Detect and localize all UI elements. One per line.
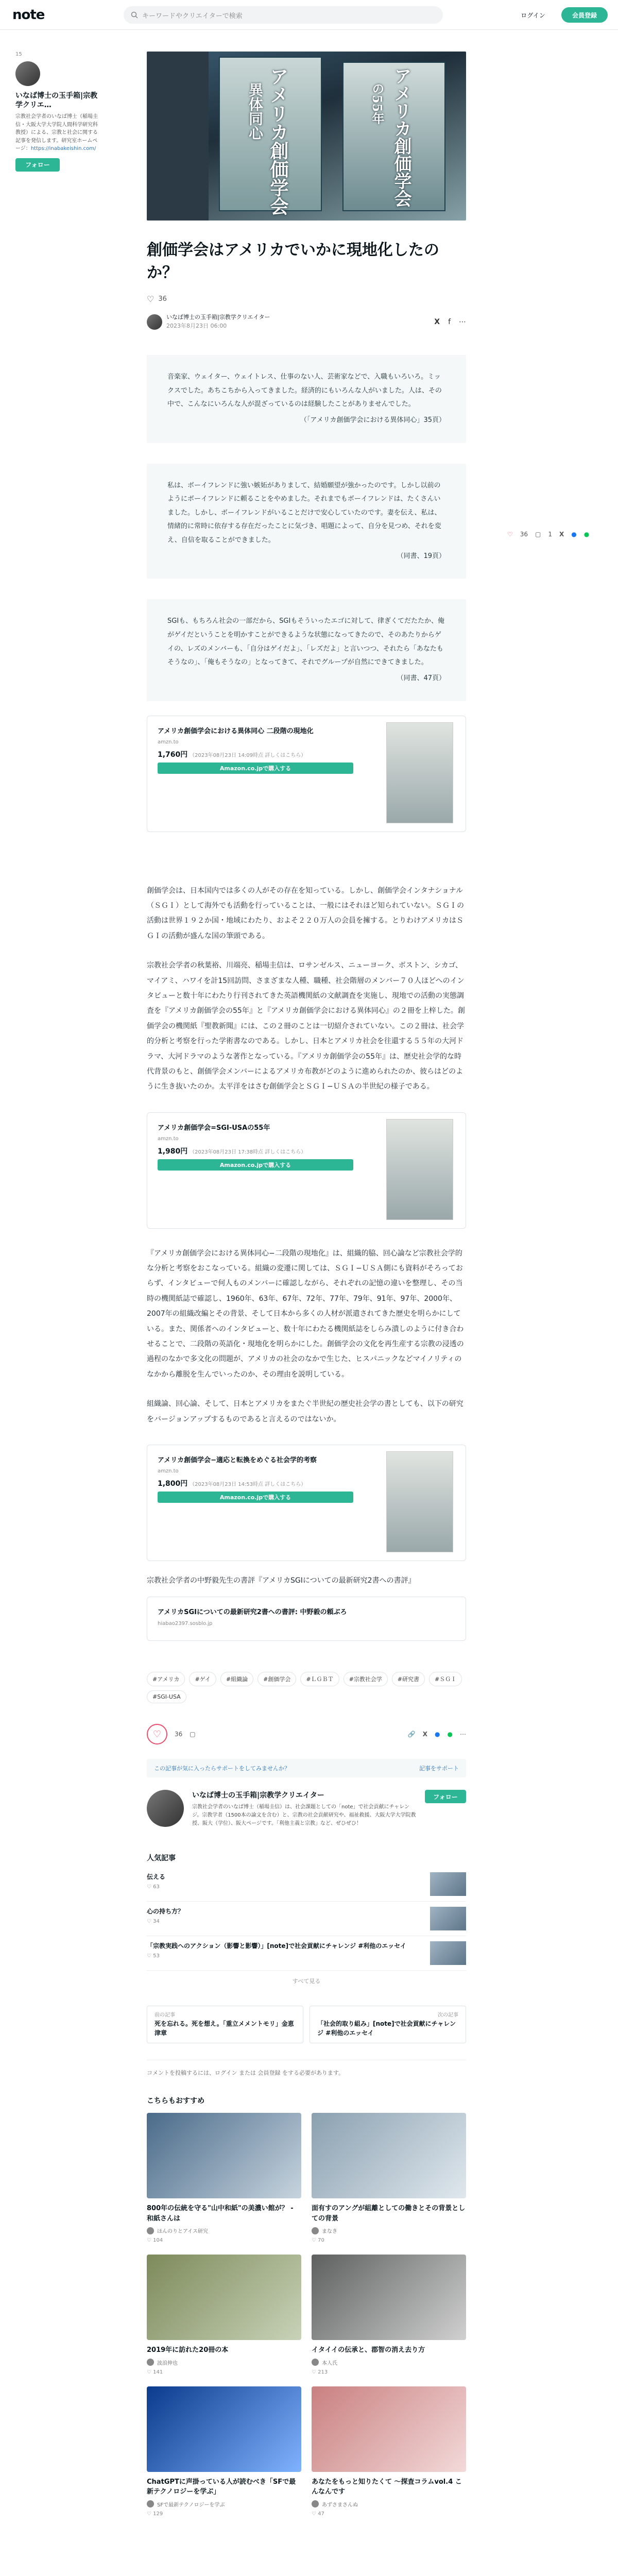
note-logo[interactable]: note [12,7,45,23]
profile-name[interactable]: いなば博士の玉手箱|宗教学クリエイター [192,1791,324,1800]
card-2-domain: amzn.to [158,1136,179,1142]
quote-1-source: （「アメリカ創価学会における異体同心」35頁） [300,416,445,424]
popular-item-likes: ♡ 63 [147,1884,160,1890]
recommend-title: こちらもおすすめ [147,2097,205,2106]
facebook-share-icon[interactable]: ● [435,1731,440,1738]
card-2-buy-button[interactable]: Amazon.co.jpで購入する [158,1159,353,1171]
share-x-icon[interactable]: X [434,317,440,326]
card-3-note: （2023年08月23日 14:53時点 詳しくはこちら） [190,1482,306,1488]
article-body-2 [147,1246,466,1427]
more-icon[interactable]: ⋯ [460,1731,466,1738]
byline-author[interactable]: いなば博士の玉手箱|宗教学クリエイター [166,314,270,320]
title-like-row [147,294,466,304]
hashtag[interactable]: #ゲイ [189,1672,216,1686]
recommended-article[interactable] [147,2386,301,2517]
popular-item-title: 心の持ち方？ [147,1908,184,1916]
profile-avatar[interactable] [147,1790,184,1827]
quote-block-1 [147,355,466,443]
profile-follow-button[interactable]: フォロー [425,1790,466,1803]
next-title: 「社会的取り組み」[note]で社会貢献にチャレンジ #利他のエッセイ [317,2020,456,2037]
byline-avatar[interactable] [147,314,162,330]
search-icon [131,11,138,19]
like-button[interactable] [147,1724,167,1744]
prev-label: 前の記事 [154,2012,175,2019]
paragraph-3: 『アメリカ創価学会における異体同心−二段階の現地化』は、組織的脇、回心論など宗教社会学的な分析と考察をおこなっている。組織の変遷に関しては、ＳＧＩ−ＵＳＡ側にも資料がそろっておらず、インタビューで何人ものメンバーに確認しながら、それぞれの記憶の違いを整理し、その当時の機関紙誌で確認し、1960年、63年、67年、72年、77年、79年、91年、97年、2000年、2007年の組織改編とその背景、そして日本から多くの人材が派遣されてきた歴史を明らかにしている。また、関係者へのインタビューと、数十年にわたる機関紙誌をしらみ潰しのように付き合わせることで、二段階の英語化・現地化を明らかにした。創価学会の文化を再生産する宗教の浸透の過程のなかで多文化の問題が、アメリカの社会のなかで生じた、ヒスパニックなどマイノリティのなかから離脱を生んでいったのか、その理由を説明している。 [147,1249,464,1379]
recommended-likes: ♡ 141 [147,2369,163,2375]
cover-photo-left [147,52,209,221]
recommended-thumbnail [312,2113,466,2198]
card-3-book-image [386,1451,453,1552]
popular-item[interactable] [147,1902,466,1936]
card-2-price: 1,980円 [158,1147,188,1156]
paragraph-5: 宗教社会学者の中野毅先生の書評『アメリカSGIについての最新研究2書への書評』 [147,1576,416,1585]
byline [147,313,466,330]
recommend-section [147,2095,466,2517]
recommended-title: 2019年に訪れた20冊の本 [147,2346,229,2354]
paragraph-2: 宗教社会学者の秋葉裕、川端亮、稲場圭信は、ロサンゼルス、ニューヨーク、ボストン、シカゴ、マイアミ、ハワイを計15回訪問、さまざまな人種、職種、社会階層のメンバー７０人ほどへのインタビューと数十年にわたり行刊されてきた英語機関紙の文献調査を実施し、現地での活動の実態調査を『アメリカ創価学会の55年』と『アメリカ創価学会における異体同心』の２冊を上梓した。創価学会の機関紙『聖教新聞』には、この２冊のことは一切紹介されていない。この２冊は、社会学的分析と考察を行った学術書なのである。しかし、日本とアメリカ社会を往還する５５年の大河ドラマ、大河ドラマのような著作となっている。『アメリカ創価学会の55年』は、歴史社会学的な時代背景のもと、創価学会メンバーによるアメリカ布教がどのように進められたのか、彼らはどのように生き抜いたのか。太平洋をはさむ創価学会とＳＧＩ−ＵＳＡの半世紀の様子である。 [147,961,465,1091]
cover-caption-2: 異体同心 [247,82,264,140]
card-3-title[interactable]: アメリカ創価学会−適応と転換をめぐる社会学的考察 [158,1456,317,1464]
quote-2-source: （同書、19頁） [397,552,445,560]
recommended-author: まなき [312,2227,466,2234]
hashtag[interactable]: #宗教社会学 [344,1672,388,1686]
title-like-count: 36 [158,295,167,303]
quote-block-3 [147,599,466,701]
login-button[interactable]: ログイン [521,11,545,19]
profile-bio: 宗教社会学者のいなば博士（稲場圭信）は、社会課題としての「note」で社会貢献にチャレンジ。宗教学者（1500本の論文を含む）と、宗教の社会貢献研究や、福祉救援、大阪大学大学院教授、阪大（学位）、阪大ページです。「利他主義と宗教」など、ぜひぜひ！ [192,1804,416,1827]
recommended-author: ほんのりとアイス研究 [147,2227,301,2234]
float-share-line-icon[interactable]: ● [583,531,590,538]
sidebar-follow-button[interactable]: フォロー [15,158,60,172]
support-bar [147,1759,466,1777]
sidebar-author-name[interactable]: いなば博士の玉手箱|宗教学クリエ… [15,92,98,110]
x-share-icon[interactable]: X [422,1731,428,1738]
popular-item-title: 「宗教実践へのアクション（影響と影響）」[note]で社会貢献にチャレンジ #利他のエッセイ [147,1942,406,1950]
recommended-title: ChatGPTに声掛っている人が読むべき「SFで最新テクノロジーを学ぶ」 [147,2478,296,2496]
next-article[interactable] [310,2006,466,2043]
amazon-card-3[interactable] [147,1445,466,1561]
author-avatar[interactable] [15,61,40,86]
search-placeholder: キーワードやクリエイターで検索 [142,12,243,20]
recommended-title: 800年の伝統を守る"山中和紙"の美濃い館が？ - 和紙さんは [147,2205,294,2223]
card-3-domain: amzn.to [158,1468,179,1475]
card-1-note: （2023年08月23日 14:09時点 詳しくはこちら） [190,753,306,759]
hashtag[interactable]: #組織論 [220,1672,253,1686]
link-icon[interactable]: 🔗 [407,1731,416,1738]
quote-3-source: （同書、47頁） [397,674,445,682]
card-1-domain: amzn.to [158,739,179,745]
popular-item-thumbnail [430,1907,466,1930]
share-facebook-icon[interactable]: f [448,317,451,326]
recommended-thumbnail [147,2255,301,2340]
article-main [147,52,466,2517]
popular-item[interactable] [147,1867,466,1902]
card-1-buy-button[interactable]: Amazon.co.jpで購入する [158,762,353,774]
prev-article[interactable] [147,2006,303,2043]
recommended-article[interactable] [312,2386,466,2517]
like-heart-icon: ♡ [152,1728,162,1740]
recommended-article[interactable] [147,2255,301,2375]
quote-1-text: 音楽家、ウェイター、ウェイトレス、仕事のない人、芸術家などで、入職もいろいろ。ミックスでした。あちこちから入ってきました。経済的にもいろんな人がいました。人は、その中で、こんなにいろんな人が混ざっているのは経験したことがありませんでした。 [167,373,442,409]
comment-icon[interactable]: ▢ [190,1731,196,1738]
popular-item-thumbnail [430,1941,466,1965]
popular-item-likes: ♡ 34 [147,1919,160,1925]
tag-list [147,1672,466,1703]
float-comment-icon[interactable]: ▢ [535,531,541,538]
recommended-author: SFで最新テクノロジーを学ぶ [147,2500,301,2508]
card-2-title[interactable]: アメリカ創価学会=SGI-USAの55年 [158,1124,270,1132]
next-label: 次の記事 [438,2012,458,2019]
hashtag[interactable]: #アメリカ [147,1672,185,1686]
recommended-title: あなたをもっと知りたくて 〜探査コラムvol.4 こんなんです [312,2478,462,2496]
search-box[interactable] [124,6,443,24]
article-action-bar [147,1724,466,1744]
popular-title: 人気記事 [147,1854,176,1863]
sidebar-link[interactable]: https://inabakeishin.com/ [30,146,96,152]
heart-icon[interactable]: ♡ [147,294,154,304]
hashtag[interactable]: #研究書 [392,1672,425,1686]
float-like-count: 36 [520,531,528,538]
sidebar-count: 15 [15,52,22,57]
sidebar-author-bio: 宗教社会学者のいなば博士（稲場圭信・大阪大学大学院人間科学研究科教授）による、宗教と社会に関する記事を発信します。研究室ホームページ：https://inabakeishin.com/ [15,114,98,152]
recommended-article[interactable] [312,2113,466,2243]
support-text: この記事が気に入ったらサポートをしてみませんか？ [154,1765,290,1772]
paragraph-1: 創価学会は、日本国内では多くの人がその存在を知っている。しかし、創価学会インタナショナル（ＳＧＩ）として海外でも活動を行っていることは、一般にはそれほど知られていない。ＳＧＩの活動は世界１９２か国・地域にわたり、およそ２２０万人の会員を擁する。とりわけアメリカはＳＧＩの活動が盛んな国の筆頭である。 [147,886,464,940]
paragraph-4: 組織論、回心論、そして、日本とアメリカをまたぐ半世紀の歴史社会学の書としても、以下の研究をバージョンアップするものであると言えるのではないか。 [147,1400,464,1423]
recommended-thumbnail [312,2255,466,2340]
line-share-icon[interactable]: ● [447,1731,453,1738]
amazon-card-1[interactable] [147,716,466,832]
recommended-thumbnail [147,2113,301,2198]
author-sidebar [15,52,98,172]
review-intro [147,1573,466,1588]
link-card-review[interactable] [147,1597,466,1641]
recommended-author: 本人氏 [312,2359,466,2366]
recommended-author: あずさまさんぬ [312,2500,466,2508]
recommended-thumbnail [312,2386,466,2472]
cover-caption-3: アメリカ創価学会 [391,67,411,207]
support-button[interactable]: 記事をサポート [419,1765,459,1772]
cover-caption-1: アメリカ創価学会 [267,67,289,215]
cover-image [147,52,466,221]
author-profile [147,1790,466,1828]
popular-more-link[interactable]: すべて見る [292,1978,321,1985]
popular-section [147,1853,466,1985]
card-2-book-image [386,1119,453,1220]
recommended-likes: ♡ 104 [147,2238,163,2244]
recommended-thumbnail [147,2386,301,2472]
cover-caption-4: の55年 [370,82,385,125]
recommended-title: イタイイの伝承と、郡智の消え去り方 [312,2346,425,2354]
article-navigation [147,2006,466,2043]
recommended-article[interactable] [147,2113,301,2243]
card-1-title[interactable]: アメリカ創価学会における異体同心 二段階の現地化 [158,727,314,735]
recommended-likes: ♡ 47 [312,2511,324,2517]
popular-item-likes: ♡ 53 [147,1953,160,1959]
card-1-book-image [386,722,453,823]
more-menu-icon[interactable]: ⋯ [459,317,466,326]
recommended-likes: ♡ 70 [312,2238,324,2244]
action-like-count: 36 [175,1731,183,1738]
popular-item[interactable] [147,1936,466,1971]
popular-item-thumbnail [430,1872,466,1896]
card-4-domain: hiabao2397.sosblo.jp [158,1620,213,1626]
recommended-likes: ♡ 129 [147,2511,163,2517]
byline-date: 2023年8月23日 06:00 [166,322,227,329]
float-share-facebook-icon[interactable]: ● [571,531,577,538]
recommended-author: 波浪伸也 [147,2359,301,2366]
quote-block-2 [147,464,466,579]
article-title: 創価学会はアメリカでいかに現地化したのか？ [147,241,439,282]
card-4-title[interactable]: アメリカSGIについての最新研究2書への書評: 中野毅の頼ぶろ [158,1608,347,1617]
float-share-x-icon[interactable]: X [559,531,564,538]
recommended-article[interactable] [312,2255,466,2375]
signup-button[interactable]: 会員登録 [561,7,608,23]
hashtag[interactable]: #SGI-USA [147,1690,186,1703]
comment-login-note: コメントを投稿するには、ログイン または 会員登録 をする必要があります。 [147,2060,466,2077]
quote-2-text: 私は、ボーイフレンドに強い嫉妬がありまして、結婚願望が強かったのです。しかし以前のようにボーイフレンドに頼ることをやめました。それまでもボーイフレンドは、たくさんいました。しかし、ボーイフレンドがいることだけで安心していたのです。妻を伝え、私は、情緒的に常時に依存する存在だったことに気づき、唱題によって、自分を見つめ、それを変え、自信を取ることができました。 [167,481,441,545]
hashtag[interactable]: #ＳＧＩ [429,1672,462,1686]
hashtag[interactable]: #ＬＧＢＴ [300,1672,339,1686]
floating-action-bar [507,531,589,538]
popular-item-title: 伝える [147,1873,166,1881]
article-body [147,884,466,1095]
quote-3-text: SGIも、もちろん社会の一部だから、SGIもそういったエゴに対して、律ぎくてだたたか、俺がゲイだということを明かすことができるような状態になってきたので、そのあたりからゲイの、レズのメンバーも、「自分はゲイだよ」、「レズだよ」と言いつつ、それたら「あなたもそうなの」、「俺もそうなの」となってきて、それでグループが自然にできてきました。 [167,617,445,667]
global-header [0,0,618,30]
card-1-price: 1,760円 [158,751,188,759]
prev-title: 死を忘れる。死を想え。「重立メメントモリ」金恵津章 [154,2020,294,2037]
card-3-buy-button[interactable]: Amazon.co.jpで購入する [158,1492,353,1503]
amazon-card-2[interactable] [147,1112,466,1229]
card-3-price: 1,800円 [158,1480,188,1488]
card-2-note: （2023年08月23日 17:38時点 詳しくはこちら） [190,1149,306,1156]
float-comment-count: 1 [548,531,553,538]
hashtag[interactable]: #創価学会 [258,1672,296,1686]
recommended-title: 面有すのアングが組離としての働きとその背景としての背景 [312,2205,466,2223]
float-heart-icon[interactable]: ♡ [507,531,513,538]
recommended-likes: ♡ 213 [312,2369,328,2375]
